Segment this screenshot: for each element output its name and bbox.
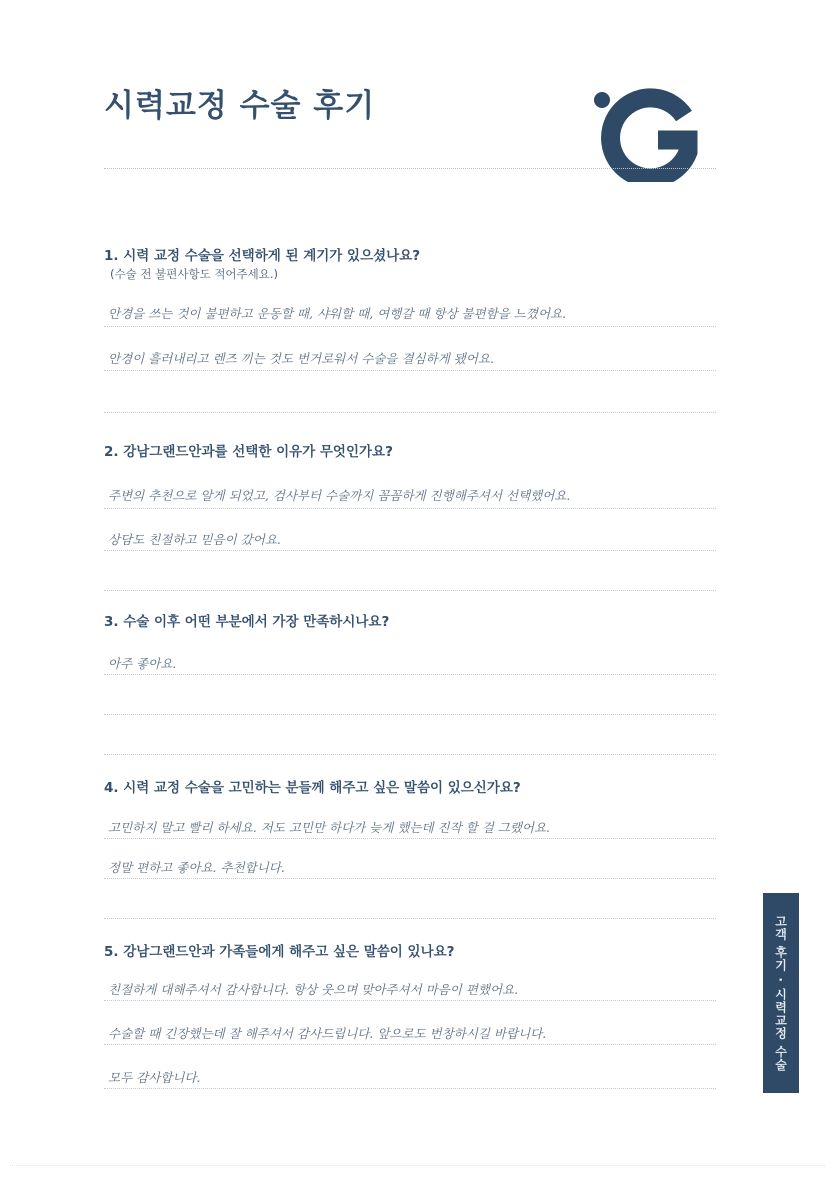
answer-1-line-2: 안경이 흘러내리고 렌즈 끼는 것도 번거로워서 수술을 결심하게 됐어요.: [108, 351, 494, 366]
answer-3-line-1: 아주 좋아요.: [108, 656, 177, 671]
answer-2-line-2: 상담도 친절하고 믿음이 갔어요.: [108, 532, 281, 547]
answer-rule: [104, 1044, 716, 1045]
answer-4-line-1: 고민하지 말고 빨리 하세요. 저도 고민만 하다가 늦게 했는데 진작 할 걸 그랬어요.: [108, 820, 551, 835]
question-1: 1. 시력 교정 수술을 선택하게 된 계기가 있으셨나요?: [104, 248, 421, 264]
answer-4-line-2: 정말 편하고 좋아요. 추천합니다.: [108, 860, 285, 875]
answer-5-line-3: 모두 감사합니다.: [108, 1070, 201, 1085]
answer-rule: [104, 370, 716, 371]
answer-rule: [104, 590, 716, 591]
side-tab: [763, 893, 799, 1093]
answer-rule: [104, 918, 716, 919]
answer-rule: [104, 1000, 716, 1001]
answer-rule: [104, 754, 716, 755]
question-1-note: (수술 전 불편사항도 적어주세요.): [110, 267, 279, 281]
answer-rule: [104, 714, 716, 715]
answer-5-line-2: 수술할 때 긴장했는데 잘 해주셔서 감사드립니다. 앞으로도 번창하시길 바랍니다.: [108, 1026, 547, 1041]
question-2: 2. 강남그랜드안과를 선택한 이유가 무엇인가요?: [104, 444, 393, 460]
answer-rule: [104, 412, 716, 413]
header-rule: [104, 168, 716, 169]
answer-rule: [104, 674, 716, 675]
question-5: 5. 강남그랜드안과 가족들에게 해주고 싶은 말씀이 있나요?: [104, 944, 455, 960]
answer-2-line-1: 주변의 추천으로 알게 되었고, 검사부터 수술까지 꼼꼼하게 진행해주셔서 선택했어요.: [108, 488, 571, 503]
side-tab-label: 고객 후기 · 시력교정 수술: [773, 914, 788, 1072]
answer-rule: [104, 550, 716, 551]
footer-rule: [10, 1165, 825, 1166]
question-4: 4. 시력 교정 수술을 고민하는 분들께 해주고 싶은 말씀이 있으신가요?: [104, 780, 521, 796]
answer-rule: [104, 878, 716, 879]
g-logo-icon: [588, 82, 706, 182]
answer-rule: [104, 326, 716, 327]
answer-1-line-1: 안경을 쓰는 것이 불편하고 운동할 때, 샤워할 때, 여행갈 때 항상 불편함을 느꼈어요.: [108, 306, 567, 321]
answer-5-line-1: 친절하게 대해주셔서 감사합니다. 항상 웃으며 맞아주셔서 마음이 편했어요.: [108, 982, 519, 997]
answer-rule: [104, 1088, 716, 1089]
answer-rule: [104, 508, 716, 509]
question-3: 3. 수술 이후 어떤 부분에서 가장 만족하시나요?: [104, 614, 390, 630]
answer-rule: [104, 838, 716, 839]
page-title: 시력교정 수술 후기: [104, 88, 376, 124]
